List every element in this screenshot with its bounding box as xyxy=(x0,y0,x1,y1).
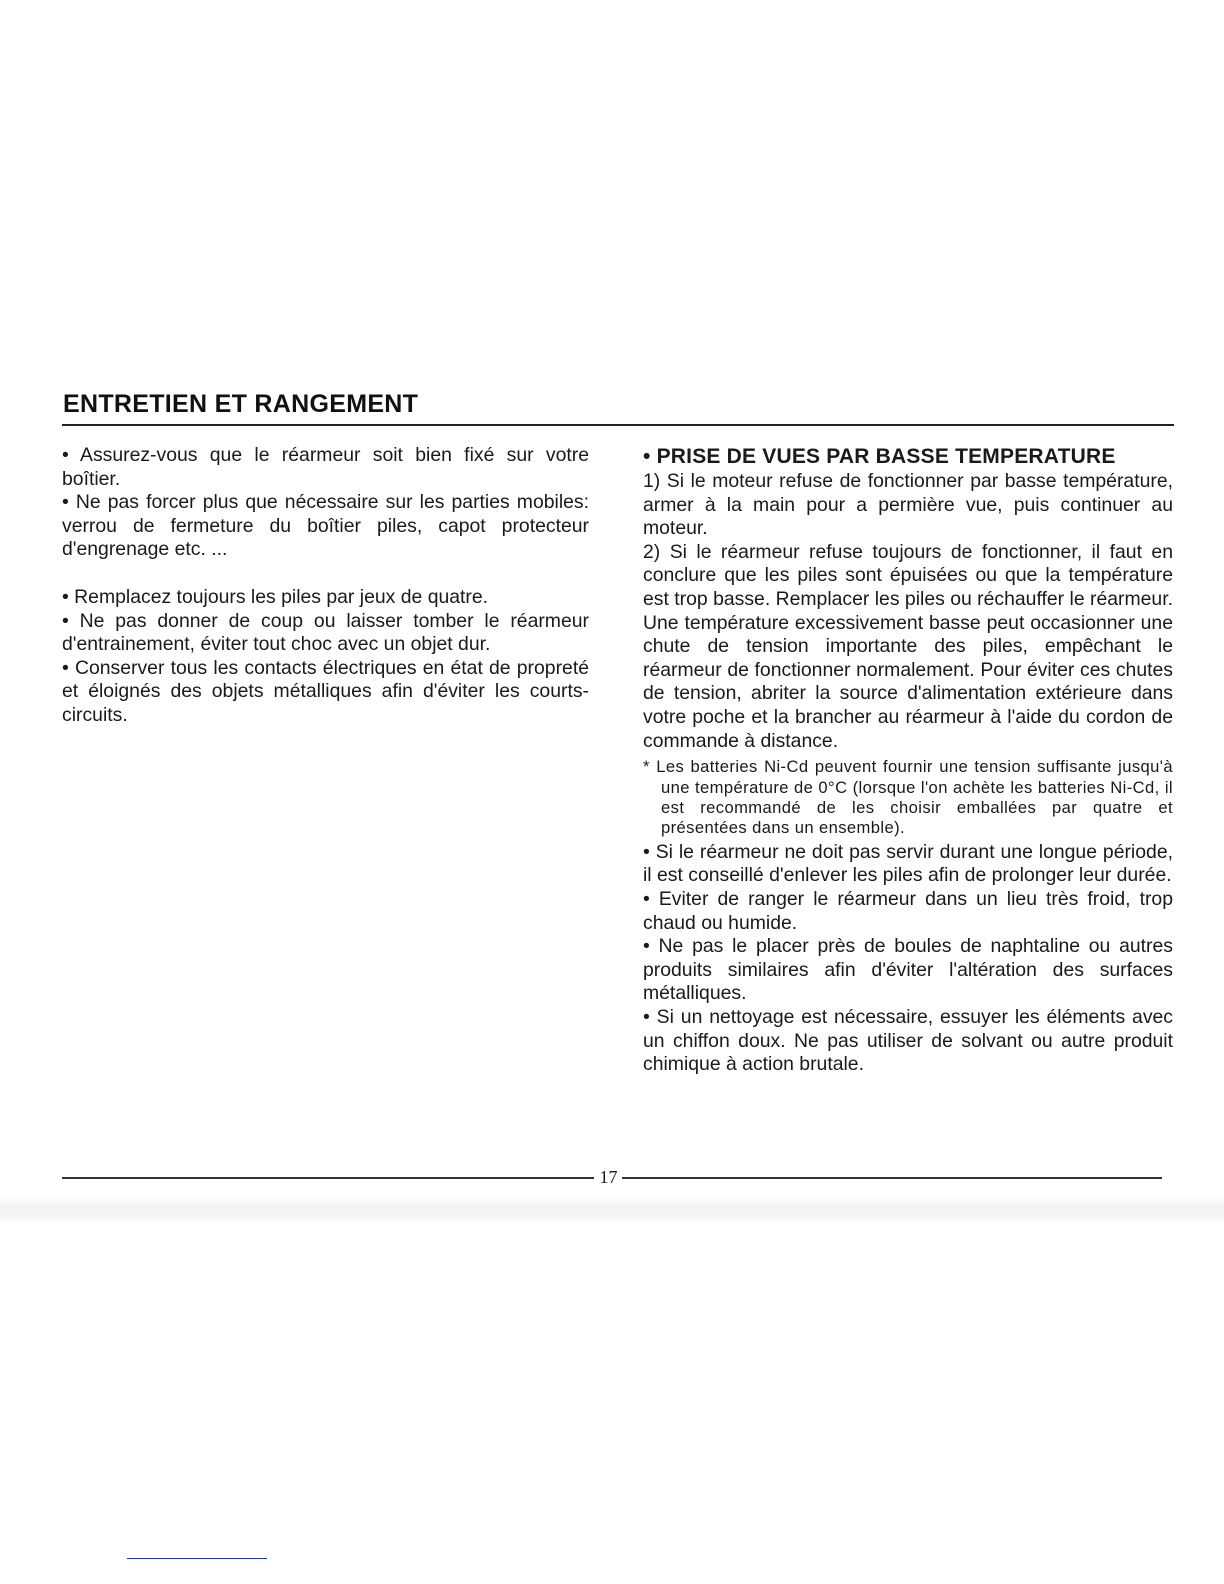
step-2: 2) Si le réarmeur refuse toujours de fonctionner, il faut en conclure que les piles sont épuisées ou que la température est trop basse. Remplacer les piles ou réchauffer le réarmeur. Une température excessivement basse peut occasionner une chute de tension importante des piles, empêchant le réarmeur de fonctionner normalement. Pour éviter ces chutes de tension, abriter la source d'alimentation extérieure dans votre poche et la brancher au réarmeur à l'aide du cordon de commande à distance. xyxy=(643,540,1173,752)
paragraph-parties-mobiles: • Ne pas forcer plus que nécessaire sur les parties mobiles: verrou de fermeture du boîtier piles, capot protecteur d'engrenage etc. ... xyxy=(62,491,589,561)
bullet-naphtaline: • Ne pas le placer près de boules de naphtaline ou autres produits similaires afin d'éviter l'altération des surfaces métalliques. xyxy=(643,935,1173,1005)
right-column xyxy=(643,444,1173,1077)
title-rule xyxy=(62,424,1174,426)
link-underline xyxy=(127,1558,267,1559)
paragraph-fixation: • Assurez-vous que le réarmeur soit bien fixé sur votre boîtier. xyxy=(62,444,589,490)
footer-rule-left xyxy=(62,1177,594,1179)
bullet-nettoyage: • Si un nettoyage est nécessaire, essuyer les éléments avec un chiffon doux. Ne pas utiliser de solvant ou autre produit chimique à action brutale. xyxy=(643,1005,1173,1076)
section-heading-basse-temperature: • PRISE DE VUES PAR BASSE TEMPERATURE xyxy=(643,445,1116,468)
page-title: ENTRETIEN ET RANGEMENT xyxy=(63,390,419,418)
scan-edge-shadow xyxy=(0,1196,1224,1224)
bullet-rangement: • Eviter de ranger le réarmeur dans un lieu très froid, trop chaud ou humide. xyxy=(643,887,1173,934)
note-ni-cd: * Les batteries Ni-Cd peuvent fournir une tension suffisante jusqu'à une température de 0°C (lorsque l'on achète les batteries Ni-Cd, il est recommandé de les choisir emballées par quatre et présentées dans un ensemble). xyxy=(643,757,1173,838)
paragraph-piles: • Remplacez toujours les piles par jeux de quatre. xyxy=(62,585,489,608)
bullet-longue-periode: • Si le réarmeur ne doit pas servir durant une longue période, il est conseillé d'enlever les piles afin de prolonger leur durée. xyxy=(643,840,1173,887)
step-1: 1) Si le moteur refuse de fonctionner par basse température, armer à la main pour a permière vue, puis continuer au moteur. xyxy=(643,470,1173,540)
paragraph-gap xyxy=(62,562,589,586)
page-number: 17 xyxy=(599,1167,618,1187)
page-footer xyxy=(62,1166,1162,1190)
left-column xyxy=(62,444,589,728)
footer-rule-right xyxy=(622,1177,1162,1179)
paragraph-contacts: • Conserver tous les contacts électriques en état de propreté et éloignés des objets métalliques afin d'éviter les courts-circuits. xyxy=(62,656,589,726)
paragraph-choc: • Ne pas donner de coup ou laisser tomber le réarmeur d'entrainement, éviter tout choc avec un objet dur. xyxy=(62,609,589,656)
